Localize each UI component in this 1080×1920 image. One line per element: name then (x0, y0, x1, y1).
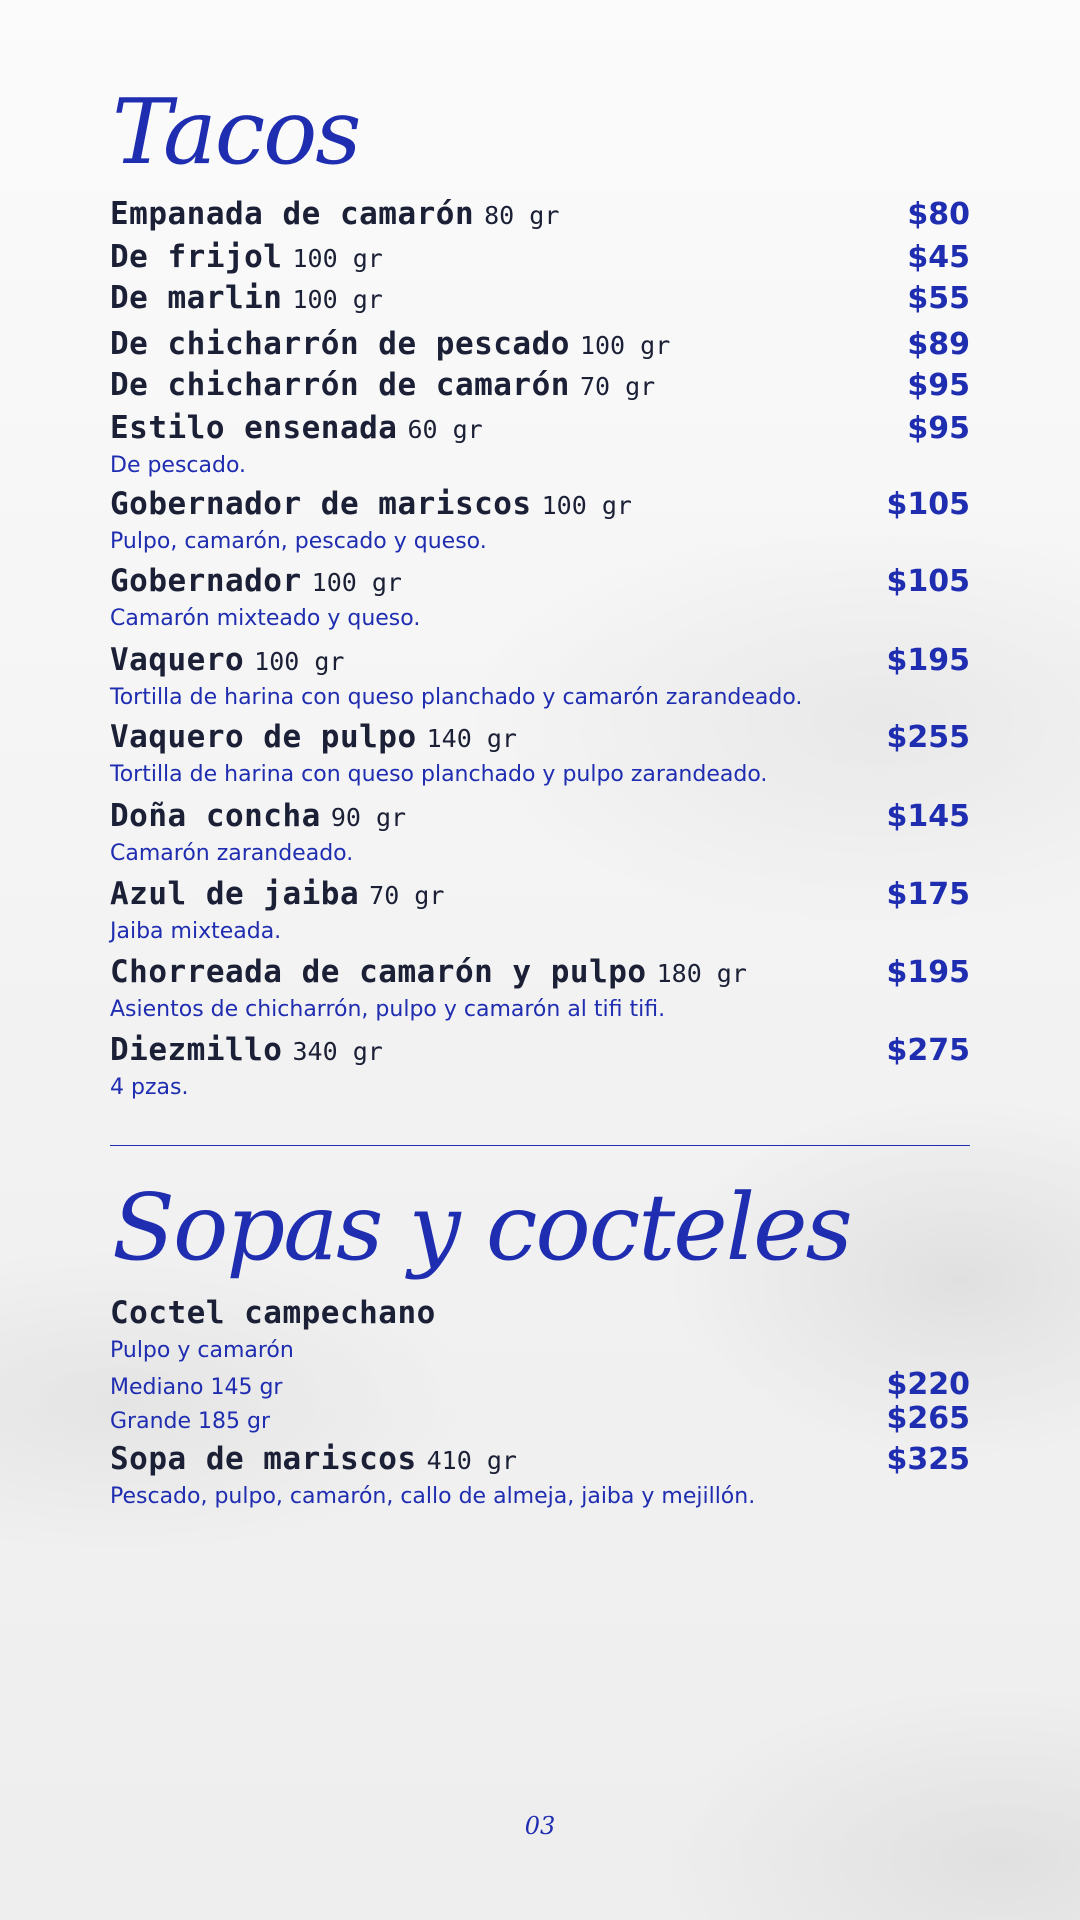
size-label: Grande 185 gr (110, 1409, 271, 1434)
item-description: Pulpo y camarón (110, 1338, 294, 1363)
menu-item (110, 642, 970, 714)
item-weight: 100 gr (541, 491, 632, 520)
item-description: 4 pzas. (110, 1075, 189, 1100)
item-price: $255 (886, 720, 970, 755)
menu-item (110, 719, 970, 791)
item-name: De chicharrón de pescado (110, 326, 570, 362)
item-price: $80 (907, 197, 970, 232)
item-price: $105 (886, 487, 970, 522)
item-price: $195 (886, 955, 970, 990)
item-price: $195 (886, 643, 970, 678)
item-name: Doña concha (110, 798, 321, 834)
item-price: $145 (886, 799, 970, 834)
item-weight: 100 gr (292, 285, 383, 314)
item-description: De pescado. (110, 453, 247, 478)
item-name: Coctel campechano (110, 1295, 436, 1331)
item-name: Gobernador (110, 563, 302, 599)
menu-item (110, 563, 970, 635)
page-number: 03 (524, 1812, 556, 1840)
size-option (110, 1367, 970, 1401)
item-weight: 100 gr (292, 244, 383, 273)
item-price: $95 (907, 368, 970, 403)
menu-item (110, 798, 970, 870)
item-name: Diezmillo (110, 1032, 283, 1068)
size-label: Mediano 145 gr (110, 1375, 283, 1400)
item-name: De frijol (110, 239, 283, 275)
item-name: Vaquero (110, 642, 245, 678)
item-weight: 100 gr (254, 647, 345, 676)
item-name: Gobernador de mariscos (110, 486, 532, 522)
item-weight: 100 gr (311, 568, 402, 597)
item-price: $175 (886, 877, 970, 912)
item-name: De chicharrón de camarón (110, 367, 570, 403)
item-weight: 70 gr (369, 881, 445, 910)
item-price: $95 (907, 411, 970, 446)
item-weight: 70 gr (579, 372, 656, 401)
menu-item (110, 1441, 970, 1513)
item-name: Empanada de camarón (110, 196, 475, 232)
item-weight: 60 gr (407, 415, 483, 444)
item-description: Pulpo, camarón, pescado y queso. (110, 529, 487, 554)
size-price: $220 (886, 1367, 970, 1402)
menu-item (110, 954, 970, 1026)
menu-item (110, 876, 970, 948)
menu-item (110, 239, 970, 279)
section-title-sopas: Sopas y cocteles (112, 1174, 851, 1281)
item-description: Tortilla de harina con queso planchado y camarón zarandeado. (110, 685, 803, 710)
item-weight: 80 gr (484, 201, 560, 230)
item-weight: 100 gr (579, 331, 671, 360)
menu-item (110, 280, 970, 320)
item-description: Camarón zarandeado. (110, 841, 354, 866)
item-price: $55 (907, 281, 970, 316)
menu-item (110, 326, 970, 366)
section-title-tacos: Tacos (112, 80, 360, 185)
menu-item (110, 196, 970, 236)
item-description: Camarón mixteado y queso. (110, 606, 421, 631)
size-price: $265 (886, 1401, 970, 1436)
item-price: $275 (886, 1033, 970, 1068)
item-price: $45 (907, 240, 970, 275)
item-name: Vaquero de pulpo (110, 719, 417, 755)
item-weight: 90 gr (330, 803, 407, 832)
item-description: Pescado, pulpo, camarón, callo de almeja, jaiba y mejillón. (110, 1484, 756, 1509)
size-option (110, 1401, 970, 1436)
menu-item (110, 486, 970, 558)
item-name: Azul de jaiba (110, 876, 360, 912)
item-name: Estilo ensenada (110, 410, 398, 446)
menu-item (110, 1032, 970, 1104)
menu-item (110, 1295, 970, 1436)
item-price: $105 (886, 564, 970, 599)
item-weight: 180 gr (656, 959, 747, 988)
item-weight: 340 gr (292, 1037, 383, 1066)
item-description: Jaiba mixteada. (110, 919, 282, 944)
menu-item (110, 367, 970, 407)
item-name: De marlin (110, 280, 283, 316)
item-name: Chorreada de camarón y pulpo (110, 954, 647, 990)
item-name: Sopa de mariscos (110, 1441, 417, 1477)
section-divider (110, 1145, 970, 1146)
item-price: $325 (886, 1442, 970, 1477)
item-description: Asientos de chicharrón, pulpo y camarón al tifi tifi. (110, 997, 666, 1022)
item-weight: 140 gr (426, 724, 517, 753)
item-description: Tortilla de harina con queso planchado y pulpo zarandeado. (110, 762, 768, 787)
item-weight: 410 gr (426, 1446, 517, 1475)
menu-item (110, 410, 970, 482)
item-price: $89 (907, 327, 970, 362)
